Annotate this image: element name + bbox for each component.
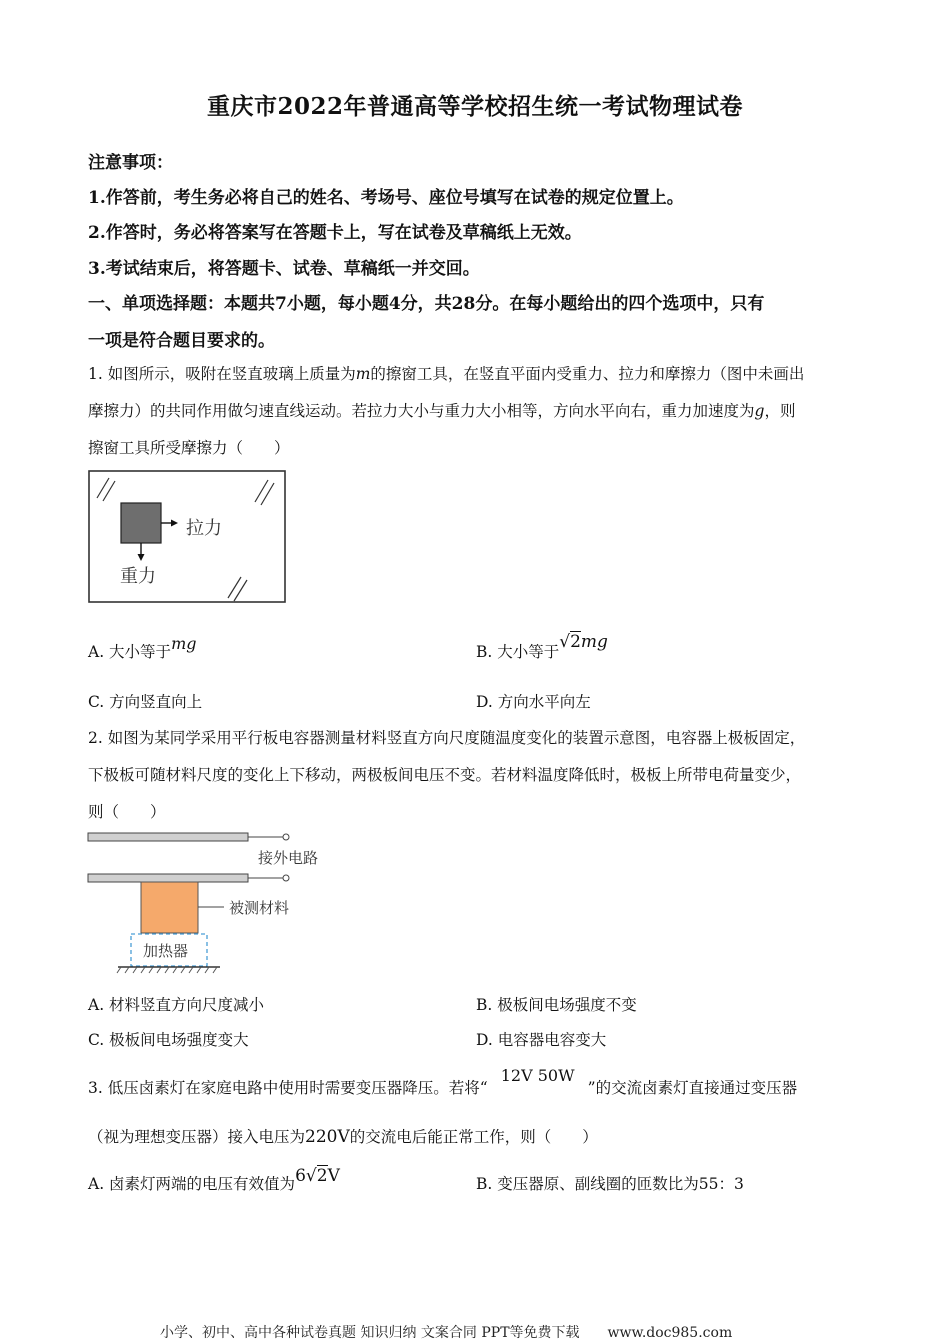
q2-option-d: D. 电容器电容变大 <box>476 1031 607 1049</box>
q3-line2: （视为理想变压器）接入电压为220V的交流电后能正常工作，则（ ） <box>88 1127 598 1147</box>
pull-force-label: 拉力 <box>186 518 222 539</box>
glare-marks-top-right <box>255 480 274 505</box>
q2-option-c: C. 极板间电场强度变大 <box>88 1031 249 1049</box>
capacitor-diagram <box>86 828 346 976</box>
notice-heading: 注意事项： <box>88 153 173 173</box>
upper-terminal <box>283 834 289 840</box>
heater-label: 加热器 <box>143 942 189 960</box>
q2-figure <box>86 828 346 976</box>
notice-item-1: 1.作答前，考生务必将自己的姓名、考场号、座位号填写在试卷的规定位置上。 <box>88 188 684 208</box>
window-cleaner-block <box>121 503 161 543</box>
page-footer: 小学、初中、高中各种试卷真题 知识归纳 文案合同 PPT等免费下载 www.doc985.com <box>160 1325 733 1341</box>
ground-hatch <box>117 967 217 973</box>
external-circuit-label: 接外电路 <box>258 849 319 867</box>
q3-line1: 3. 低压卤素灯在家庭电路中使用时需要变压器降压。若将“12V 50W”的交流卤素灯直接通过变压器 <box>88 1066 798 1097</box>
q1-line2: 摩擦力）的共同作用做匀速直线运动。若拉力大小与重力大小相等，方向水平向右，重力加速度为g，则 <box>88 402 796 420</box>
measured-material <box>141 882 198 933</box>
q1-option-b: B. 大小等于√2mg <box>476 632 608 661</box>
q3-option-a: A. 卤素灯两端的电压有效值为6√2V <box>88 1166 340 1193</box>
q3-option-b: B. 变压器原、副线圈的匝数比为55：3 <box>476 1175 744 1193</box>
upper-plate <box>88 833 248 841</box>
q2-line1: 2. 如图为某同学采用平行板电容器测量材料竖直方向尺度随温度变化的装置示意图，电容器上极板固定， <box>88 729 806 747</box>
gravity-arrowhead <box>138 554 145 561</box>
q2-option-a: A. 材料竖直方向尺度减小 <box>88 996 265 1014</box>
material-label: 被测材料 <box>229 899 290 917</box>
q1-option-d: D. 方向水平向左 <box>476 693 591 711</box>
q2-option-b: B. 极板间电场强度不变 <box>476 996 637 1014</box>
q1-option-a: A. 大小等于mg <box>88 634 197 661</box>
pull-arrowhead <box>171 520 178 527</box>
q2-line3: 则（ ） <box>88 803 166 821</box>
notice-item-2: 2.作答时，务必将答案写在答题卡上，写在试卷及草稿纸上无效。 <box>88 223 582 243</box>
lower-terminal <box>283 875 289 881</box>
notice-item-3: 3.考试结束后，将答题卡、试卷、草稿纸一并交回。 <box>88 259 480 279</box>
section1-line2: 一项是符合题目要求的。 <box>88 331 275 351</box>
supply-voltage: 220V <box>305 1127 350 1147</box>
q2-line2: 下极板可随材料尺度的变化上下移动，两极板间电压不变。若材料温度降低时，极板上所带电荷量变少， <box>88 766 802 784</box>
q1-option-c: C. 方向竖直向上 <box>88 693 203 711</box>
gravity-label: 重力 <box>120 566 156 587</box>
q1-line1: 1. 如图所示，吸附在竖直玻璃上质量为m的擦窗工具，在竖直平面内受重力、拉力和摩擦力（图中未画出 <box>88 365 805 383</box>
window-pane-diagram <box>88 470 288 605</box>
q1-figure <box>88 470 288 605</box>
section1-line1: 一、单项选择题：本题共7小题，每小题4分，共28分。在每小题给出的四个选项中，只有 <box>88 294 765 314</box>
lower-plate <box>88 874 248 882</box>
glare-marks-top-left <box>97 478 115 501</box>
glare-marks-bottom-right <box>228 577 247 601</box>
lamp-spec: 12V 50W <box>500 1066 575 1085</box>
page-title: 重庆市2022年普通高等学校招生统一考试物理试卷 <box>206 93 743 120</box>
q1-line3: 擦窗工具所受摩擦力（ ） <box>88 439 290 457</box>
